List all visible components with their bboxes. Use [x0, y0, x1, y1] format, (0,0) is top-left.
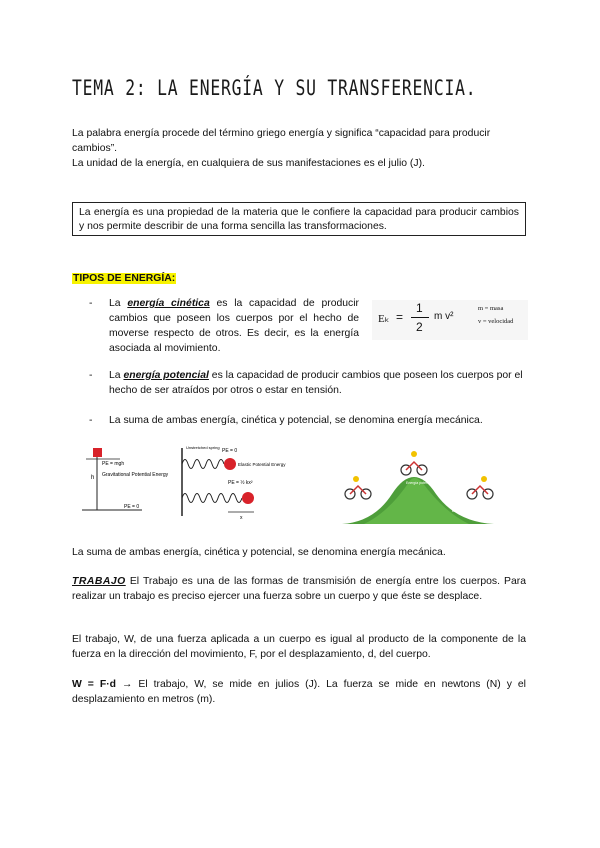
spring-ball-top	[224, 458, 236, 470]
intro-line-1: La palabra energía procede del término griego energía y significa “capacidad para producir cambios”.	[72, 128, 491, 154]
spring-coil-bottom	[182, 494, 242, 503]
potential-text: es la capacidad de producir cambios que poseen los cuerpos por el hecho de ser atraídos por otros o estar en tensión.	[109, 370, 523, 396]
formula-lhs: Eₖ	[378, 313, 390, 325]
spring-x-label: x	[240, 515, 243, 521]
work-formula-paragraph	[72, 677, 526, 707]
spring-figure	[178, 444, 286, 522]
section-heading-wrap	[72, 268, 176, 286]
intro-paragraph	[72, 126, 528, 171]
hill-label-right: Energía cinética	[452, 509, 478, 513]
intro-line-2: La unidad de la energía, en cualquiera de sus manifestaciones es el julio (J).	[72, 158, 425, 169]
page-title: TEMA 2: LA ENERGÍA Y SU TRANSFERENCIA.	[72, 76, 477, 100]
formula-numerator: 1	[416, 301, 423, 315]
spring-coil-top	[182, 460, 224, 469]
cyclist-top-icon	[401, 451, 427, 475]
formula-fraction-bar	[411, 317, 429, 318]
gravity-figure	[82, 446, 172, 518]
cyclist-left-icon	[345, 476, 371, 499]
spring-caption: Elastic Potential Energy	[238, 462, 286, 467]
formula-denominator: 2	[416, 320, 423, 334]
kinetic-text: es la capacidad de producir cambios que poseen los cuerpos por el hecho de moverse respecto de otros. Es decir, es la energía asociada al movimiento.	[109, 298, 359, 354]
gravity-pe-bottom: PE = 0	[124, 504, 140, 510]
mechanical-text: La suma de ambas energía, cinética y potencial, se denomina energía mecánica.	[109, 415, 483, 426]
spring-ball-bottom	[242, 492, 254, 504]
formula-legend-m: m = masa	[478, 305, 504, 312]
work-formula: W = F·d	[72, 679, 117, 690]
term-potential: energía potencial	[123, 370, 209, 381]
definition-box: La energía es una propiedad de la materia que le confiere la capacidad para producir cambios y nos permite describir de una forma sencilla las transformaciones.	[72, 202, 526, 236]
bullet-dash: -	[89, 298, 93, 309]
formula-rhs: m v²	[434, 311, 454, 322]
kinetic-formula	[372, 300, 528, 340]
bullet-prefix: La	[109, 298, 128, 309]
bullet-potential	[89, 368, 529, 398]
trabajo-paragraph	[72, 574, 526, 604]
term-kinetic: energía cinética	[127, 298, 210, 309]
spring-pe0: PE = 0	[222, 448, 238, 454]
gravity-caption: Gravitational Potential Energy	[102, 472, 169, 478]
cyclist-right-icon	[467, 476, 493, 499]
bullet-dash: -	[89, 415, 93, 426]
hill-label-top: Energía potencial	[406, 481, 434, 485]
work-formula-text: → El trabajo, W, se mide en julios (J). La fuerza se mide en newtons (N) y el desplazamiento en metros (m).	[72, 679, 526, 705]
spring-pe-formula: PE = ½ kx²	[228, 480, 253, 486]
bullet-dash: -	[89, 370, 93, 381]
hill-figure	[334, 442, 504, 524]
hill-label-left: Energía cinética	[344, 509, 370, 513]
formula-legend-v: v = velocidad	[478, 318, 514, 325]
gravity-h-label: h	[91, 475, 95, 481]
gravity-block	[93, 448, 102, 457]
bullet-mechanical	[89, 413, 529, 428]
formula-equals: =	[396, 310, 404, 324]
section-heading: TIPOS DE ENERGÍA:	[73, 273, 176, 284]
trabajo-text: El Trabajo es una de las formas de transmisión de energía entre los cuerpos. Para realizar un trabajo es preciso ejercer una fuerza sobre un cuerpo y que éste se desplace.	[72, 576, 526, 602]
bullet-kinetic	[89, 296, 359, 356]
work-definition: El trabajo, W, de una fuerza aplicada a un cuerpo es igual al producto de la componente de la fuerza en la dirección del movimiento, F, por el desplazamiento, d, del cuerpo.	[72, 634, 526, 660]
mechanical-line: La suma de ambas energía, cinética y potencial, se denomina energía mecánica.	[72, 547, 446, 558]
spring-unstretched: Unstretched spring	[186, 445, 220, 450]
term-trabajo: TRABAJO	[72, 576, 126, 587]
gravity-pe-top: PE = mgh	[102, 461, 125, 467]
bullet-prefix: La	[109, 370, 124, 381]
